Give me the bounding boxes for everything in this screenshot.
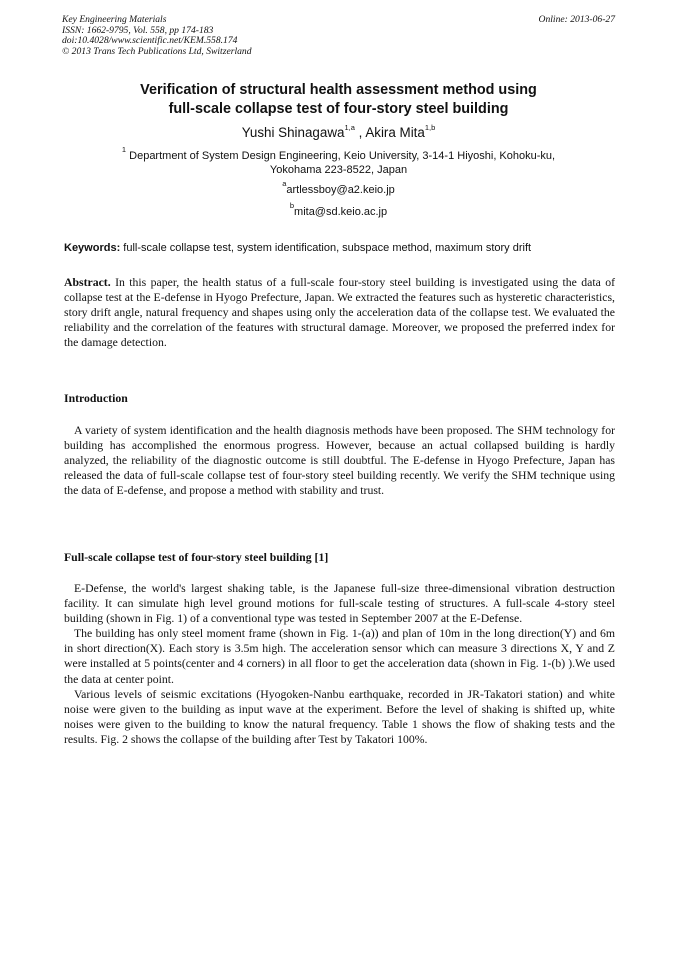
keywords-text: full-scale collapse test, system identification, subspace method, maximum story drift bbox=[120, 242, 532, 254]
online-date: Online: 2013-06-27 bbox=[538, 14, 615, 25]
author-name: Yushi Shinagawa bbox=[241, 125, 345, 140]
collapse-test-heading: Full-scale collapse test of four-story steel building [1] bbox=[64, 551, 329, 564]
author-affiliation-mark: 1,b bbox=[424, 122, 436, 132]
author-separator: , bbox=[354, 125, 366, 140]
affiliation-mark: 1 bbox=[121, 145, 127, 155]
email-address[interactable]: artlessboy@a2.keio.jp bbox=[286, 184, 395, 196]
collapse-test-body bbox=[64, 581, 615, 747]
author-name: Akira Mita bbox=[365, 125, 425, 140]
issn: ISSN: 1662-9795, Vol. 558, pp 174-183 bbox=[62, 24, 214, 36]
abstract bbox=[64, 275, 615, 350]
introduction-body bbox=[64, 423, 615, 498]
paper-title bbox=[62, 81, 615, 119]
email-mark: b bbox=[289, 201, 295, 211]
collapse-test-paragraph-3: Various levels of seismic excitations (Hyogoken-Nanbu earthquake, recorded in JR-Takatori station) and white noise were given to the building as input wave at the experiment. Before the level of shaking is shifted up, white noises were given to the building to know the natural frequency. Table 1 shows the flow of shaking tests and the results. Fig. 2 shows the collapse of the building after Test by Takatori 100%. bbox=[64, 687, 615, 746]
keywords bbox=[64, 241, 615, 255]
author-list bbox=[62, 124, 615, 142]
affiliation-line-2: Yokohama 223-8522, Japan bbox=[269, 164, 408, 176]
abstract-label: Abstract. bbox=[64, 276, 111, 289]
introduction-paragraph: A variety of system identification and the health diagnosis methods have been proposed. The SHM technology for building has accomplished the enormous progress. However, because an actual collapsed building is hardly analyzed, the reliability of the diagnostic outcome is still doubtful. The E-defense in Hyogo Prefecture, Japan has released the data of full-scale collapse test of four-story steel building recently. We verify the SHM technique using the data of E-defense, and propose a method with stability and trust. bbox=[64, 424, 615, 498]
introduction-heading: Introduction bbox=[64, 392, 128, 405]
author-affiliation-mark: 1,a bbox=[344, 122, 355, 132]
affiliation-text: Department of System Design Engineering, Keio University, 3-14-1 Hiyoshi, Kohoku-ku, bbox=[126, 150, 556, 162]
keywords-label: Keywords: bbox=[64, 242, 121, 254]
affiliation bbox=[92, 145, 585, 177]
title-line-1: Verification of structural health assessment method using bbox=[140, 82, 537, 98]
collapse-test-paragraph-2: The building has only steel moment frame (shown in Fig. 1-(a)) and plan of 10m in the long direction(Y) and 6m in short direction(X). Each story is 3.5m high. The acceleration sensor which can measure 3 directions X, Y and Z were installed at 5 points(center and 4 corners) in all floor to get the acceleration data (shown in Fig. 1-(b) ).We used the data at center point. bbox=[64, 627, 615, 686]
abstract-text: In this paper, the health status of a full-scale four-story steel building is investigated using the data of collapse test at the E-defense in Hyogo Prefecture, Japan. We extracted the features such as hysteretic characteristics, story drift angle, natural frequency and shapes using only the acceleration data of the collapse test. We evaluated the reliability and the correlation of the features with structural damage. Moreover, we proposed the preferred index for the damage detection. bbox=[64, 276, 615, 350]
email-mark: a bbox=[282, 179, 287, 189]
email-b bbox=[62, 201, 615, 219]
journal-header bbox=[62, 15, 615, 57]
email-a bbox=[62, 179, 615, 197]
collapse-test-paragraph-1: E-Defense, the world's largest shaking table, is the Japanese full-size three-dimensional vibration destruction facility. It can simulate high level ground motions for full-scale testing of structures. A full-scale 4-story steel building (shown in Fig. 1) of a conventional type was tested in September 2007 at the E-Defense. bbox=[64, 582, 615, 626]
affiliation-line-1 bbox=[92, 145, 585, 163]
email-address[interactable]: mita@sd.keio.ac.jp bbox=[294, 206, 388, 218]
doi: doi:10.4028/www.scientific.net/KEM.558.174 bbox=[62, 35, 238, 47]
journal-name: Key Engineering Materials bbox=[62, 14, 167, 25]
title-line-2: full-scale collapse test of four-story steel building bbox=[168, 101, 509, 117]
copyright: © 2013 Trans Tech Publications Ltd, Switzerland bbox=[62, 45, 252, 57]
